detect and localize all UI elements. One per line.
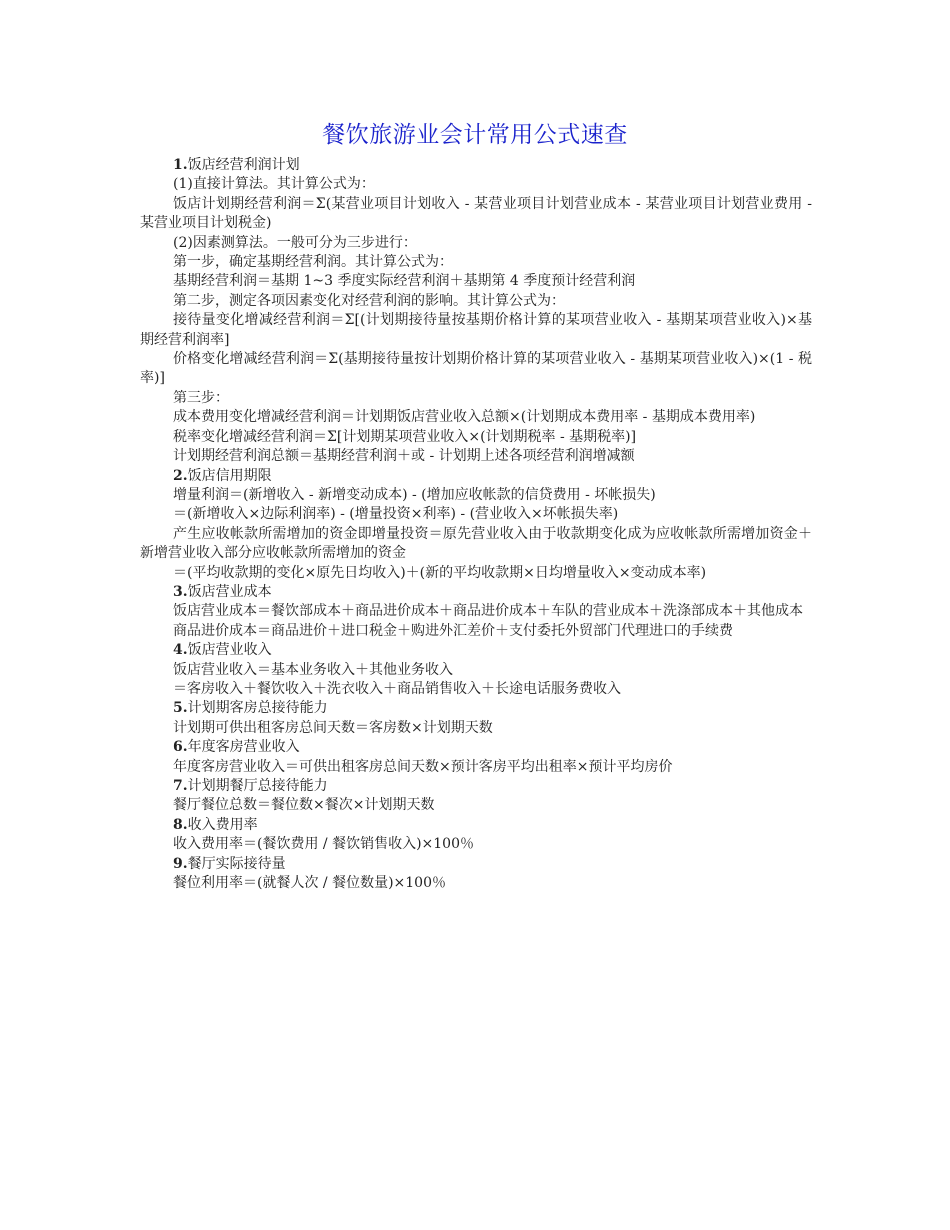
section-heading-text: 计划期餐厅总接待能力 bbox=[187, 778, 328, 794]
section-number: 9. bbox=[173, 855, 188, 872]
section-heading bbox=[140, 583, 812, 602]
paragraph-text: (1)直接计算法。其计算公式为： bbox=[173, 176, 375, 193]
document-body bbox=[140, 156, 812, 893]
section-heading bbox=[140, 777, 812, 796]
paragraph-text: 商品进价成本＝商品进价＋进口税金＋购进外汇差价＋支付委托外贸部门代理进口的手续费 bbox=[173, 622, 733, 639]
paragraph-text: 第一步，确定基期经营利润。其计算公式为： bbox=[173, 254, 453, 271]
body-paragraph bbox=[140, 835, 812, 854]
section-heading bbox=[140, 467, 812, 486]
paragraph-text: 价格变化增减经营利润＝Σ(基期接待量按计划期价格计算的某项营业收入 - 基期某项营业收入)×(1 - 税率)] bbox=[140, 351, 812, 387]
section-heading bbox=[140, 816, 812, 835]
paragraph-text: ＝(平均收款期的变化×原先日均收入)＋(新的平均收款期×日均增量收入×变动成本率) bbox=[173, 564, 707, 581]
section-number: 6. bbox=[173, 739, 188, 756]
section-number: 8. bbox=[173, 816, 188, 833]
body-paragraph bbox=[140, 486, 812, 505]
section-heading bbox=[140, 699, 812, 718]
paragraph-text: (2)因素测算法。一般可分为三步进行： bbox=[173, 234, 417, 251]
body-paragraph bbox=[140, 564, 812, 583]
paragraph-text: 收入费用率＝(餐饮费用 / 餐饮销售收入)×100％ bbox=[173, 836, 474, 853]
body-paragraph bbox=[140, 622, 812, 641]
body-paragraph bbox=[140, 428, 812, 447]
paragraph-text: 餐厅餐位总数＝餐位数×餐次×计划期天数 bbox=[173, 797, 435, 814]
body-paragraph bbox=[140, 447, 812, 466]
section-heading-text: 饭店营业成本 bbox=[187, 583, 272, 600]
paragraph-text: 第三步： bbox=[173, 389, 229, 406]
section-heading-text: 年度客房营业收入 bbox=[187, 739, 300, 756]
paragraph-text: 基期经营利润＝基期 1~3 季度实际经营利润＋基期第 4 季度预计经营利润 bbox=[173, 273, 636, 290]
body-paragraph bbox=[140, 680, 812, 699]
paragraph-text: 接待量变化增减经营利润＝Σ[(计划期接待量按基期价格计算的某项营业收入 - 基期某项营业收入)×基期经营利润率] bbox=[140, 312, 812, 348]
paragraph-text: ＝(新增收入×边际利润率) - (增量投资×利率) - (营业收入×坏帐损失率) bbox=[173, 506, 619, 523]
paragraph-text: 产生应收帐款所需增加的资金即增量投资＝原先营业收入由于收款期变化成为应收帐款所需增加资金＋新增营业收入部分应收帐款所需增加的资金 bbox=[140, 525, 812, 562]
section-heading-text: 餐厅实际接待量 bbox=[187, 855, 286, 872]
section-heading bbox=[140, 855, 812, 874]
body-paragraph bbox=[140, 292, 812, 311]
paragraph-text: 餐位利用率＝(就餐人次 / 餐位数量)×100％ bbox=[173, 875, 446, 892]
body-paragraph bbox=[140, 195, 812, 234]
paragraph-text: 饭店计划期经营利润＝Σ(某营业项目计划收入 - 某营业项目计划营业成本 - 某营业项目计划营业费用 - 某营业项目计划税金) bbox=[140, 195, 812, 232]
paragraph-text: 计划期可供出租客房总间天数＝客房数×计划期天数 bbox=[173, 719, 493, 736]
section-heading-text: 饭店信用期限 bbox=[187, 467, 272, 484]
section-number: 5. bbox=[173, 700, 188, 717]
body-paragraph bbox=[140, 758, 812, 777]
body-paragraph bbox=[140, 408, 812, 427]
section-heading bbox=[140, 156, 812, 175]
paragraph-text: 计划期经营利润总额＝基期经营利润＋或 - 计划期上述各项经营利润增减额 bbox=[173, 448, 635, 465]
body-paragraph bbox=[140, 719, 812, 738]
body-paragraph bbox=[140, 311, 812, 350]
section-heading-text: 饭店经营利润计划 bbox=[187, 157, 300, 173]
body-paragraph bbox=[140, 661, 812, 680]
body-paragraph bbox=[140, 602, 812, 621]
body-paragraph bbox=[140, 350, 812, 389]
section-heading-text: 计划期客房总接待能力 bbox=[187, 700, 328, 717]
paragraph-text: 增量利润＝(新增收入 - 新增变动成本) - (增加应收帐款的信贷费用 - 坏帐损失) bbox=[173, 486, 656, 503]
section-number: 7. bbox=[173, 778, 188, 794]
section-heading bbox=[140, 641, 812, 660]
body-paragraph bbox=[140, 796, 812, 815]
section-heading-text: 饭店营业收入 bbox=[187, 642, 272, 659]
section-number: 4. bbox=[173, 642, 188, 659]
document-title: 餐饮旅游业会计常用公式速查 bbox=[322, 122, 628, 148]
paragraph-text: 饭店营业收入＝基本业务收入＋其他业务收入 bbox=[173, 661, 453, 678]
section-number: 1. bbox=[173, 157, 188, 173]
body-paragraph bbox=[140, 175, 812, 194]
paragraph-text: 年度客房营业收入＝可供出租客房总间天数×预计客房平均出租率×预计平均房价 bbox=[173, 758, 673, 775]
section-heading bbox=[140, 738, 812, 757]
body-paragraph bbox=[140, 874, 812, 893]
section-heading-text: 收入费用率 bbox=[187, 816, 258, 833]
body-paragraph bbox=[140, 272, 812, 291]
body-paragraph bbox=[140, 253, 812, 272]
paragraph-text: 税率变化增减经营利润＝Σ[计划期某项营业收入×(计划期税率 - 基期税率)] bbox=[173, 428, 637, 445]
section-number: 2. bbox=[173, 467, 188, 484]
body-paragraph bbox=[140, 525, 812, 564]
body-paragraph bbox=[140, 389, 812, 408]
paragraph-text: 饭店营业成本＝餐饮部成本＋商品进价成本＋商品进价成本＋车队的营业成本＋洗涤部成本＋其他成本 bbox=[173, 603, 803, 620]
body-paragraph bbox=[140, 505, 812, 524]
section-number: 3. bbox=[173, 583, 188, 600]
paragraph-text: 第二步，测定各项因素变化对经营利润的影响。其计算公式为： bbox=[173, 292, 565, 309]
paragraph-text: 成本费用变化增减经营利润＝计划期饭店营业收入总额×(计划期成本费用率 - 基期成本费用率) bbox=[173, 409, 756, 426]
paragraph-text: ＝客房收入＋餐饮收入＋洗衣收入＋商品销售收入＋长途电话服务费收入 bbox=[173, 680, 621, 697]
body-paragraph bbox=[140, 234, 812, 253]
